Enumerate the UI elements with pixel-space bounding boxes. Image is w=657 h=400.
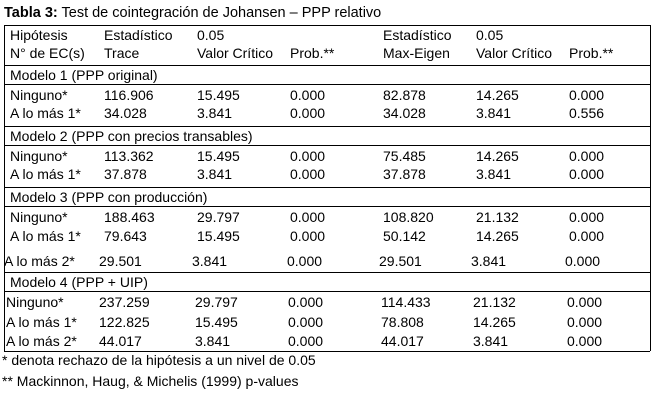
rule-model-1	[4, 84, 650, 85]
cell-trace-stat: 79.643	[104, 228, 147, 244]
cell-maxeigen-prob: 0.000	[567, 314, 603, 330]
cell-maxeigen-critical: 14.265	[476, 148, 519, 164]
cell-hypothesis: A lo más 1*	[10, 105, 81, 121]
cell-trace-stat: 34.028	[104, 105, 147, 121]
cell-maxeigen-stat: 75.485	[383, 148, 426, 164]
cell-trace-prob: 0.000	[288, 314, 324, 330]
header-estadistico-trace: Estadístico	[104, 27, 173, 43]
table-label: Tabla 3:	[4, 5, 58, 21]
header-valor-critico-trace: Valor Crítico	[197, 45, 273, 61]
cell-maxeigen-stat: 82.878	[383, 87, 426, 103]
rule-model-3	[4, 206, 650, 207]
cell-trace-critical: 15.495	[197, 87, 240, 103]
cell-hypothesis: A lo más 1*	[10, 228, 81, 244]
cell-maxeigen-prob: 0.000	[567, 294, 603, 310]
cell-maxeigen-stat: 114.433	[381, 294, 431, 310]
cell-trace-critical: 29.797	[195, 294, 238, 310]
footnote-pvalues: ** Mackinnon, Haug, & Michelis (1999) p-values	[2, 373, 299, 389]
rule-model-3-top	[4, 187, 650, 188]
rule-model-2-top	[4, 126, 650, 127]
cell-maxeigen-critical: 14.265	[473, 314, 516, 330]
cell-trace-stat: 188.463	[104, 209, 155, 225]
header-alpha-maxeigen: 0.05	[476, 27, 504, 43]
cell-trace-prob: 0.000	[290, 148, 326, 164]
header-max-eigen: Max-Eigen	[383, 45, 450, 61]
cell-maxeigen-critical: 3.841	[476, 105, 512, 121]
cell-trace-stat: 37.878	[104, 166, 147, 182]
model-4-title: Modelo 4 (PPP + UIP)	[10, 274, 148, 290]
cell-trace-prob: 0.000	[290, 228, 326, 244]
cell-hypothesis: A lo más 1*	[10, 166, 81, 182]
cell-maxeigen-prob: 0.556	[569, 105, 605, 121]
table-caption: Test de cointegración de Johansen – PPP relativo	[61, 5, 382, 21]
cell-hypothesis: A lo más 2*	[6, 333, 77, 349]
cell-hypothesis: Ninguno*	[10, 148, 68, 164]
cell-trace-stat: 44.017	[99, 333, 142, 349]
cell-trace-stat: 29.501	[99, 253, 142, 269]
cell-maxeigen-prob: 0.000	[569, 228, 605, 244]
header-estadistico-maxeigen: Estadístico	[383, 27, 452, 43]
header-hipotesis: Hipótesis	[10, 27, 68, 43]
cell-trace-critical: 3.841	[192, 253, 228, 269]
cell-trace-prob: 0.000	[288, 333, 324, 349]
cell-maxeigen-stat: 37.878	[383, 166, 426, 182]
cell-maxeigen-stat: 29.501	[379, 253, 422, 269]
cell-maxeigen-stat: 78.808	[381, 314, 424, 330]
cell-maxeigen-prob: 0.000	[569, 87, 605, 103]
cell-maxeigen-critical: 3.841	[473, 333, 509, 349]
cell-trace-critical: 3.841	[195, 333, 231, 349]
cell-trace-stat: 113.362	[104, 148, 154, 164]
cell-maxeigen-critical: 3.841	[476, 166, 512, 182]
header-valor-critico-maxeigen: Valor Crítico	[476, 45, 552, 61]
rule-model-4	[4, 291, 650, 292]
cell-trace-critical: 3.841	[197, 166, 233, 182]
cell-maxeigen-critical: 14.265	[476, 87, 519, 103]
cell-maxeigen-prob: 0.000	[569, 209, 605, 225]
model-1-title: Modelo 1 (PPP original)	[10, 67, 158, 83]
model-3-title: Modelo 3 (PPP con producción)	[10, 189, 208, 205]
footnote-rejection: * denota rechazo de la hipótesis a un nivel de 0.05	[2, 352, 316, 368]
cell-trace-critical: 15.495	[197, 228, 240, 244]
header-trace: Trace	[104, 45, 140, 61]
cell-hypothesis: Ninguno*	[10, 87, 68, 103]
cell-hypothesis: Ninguno*	[10, 209, 68, 225]
cell-maxeigen-prob: 0.000	[569, 166, 605, 182]
cell-trace-critical: 3.841	[197, 105, 233, 121]
header-prob-maxeigen: Prob.**	[569, 45, 614, 61]
cell-trace-critical: 15.495	[197, 148, 240, 164]
cell-trace-prob: 0.000	[290, 105, 326, 121]
header-num-ec: N° de EC(s)	[10, 45, 85, 61]
cell-trace-stat: 122.825	[99, 314, 150, 330]
cell-trace-prob: 0.000	[290, 87, 326, 103]
header-prob-trace: Prob.**	[290, 45, 335, 61]
cell-hypothesis: Ninguno*	[6, 294, 64, 310]
cell-trace-prob: 0.000	[290, 209, 326, 225]
cell-maxeigen-critical: 21.132	[473, 294, 516, 310]
cell-maxeigen-critical: 21.132	[476, 209, 519, 225]
cell-maxeigen-stat: 34.028	[383, 105, 426, 121]
header-alpha-trace: 0.05	[197, 27, 225, 43]
cell-trace-stat: 237.259	[99, 294, 150, 310]
rule-top	[4, 25, 650, 26]
table-title	[4, 5, 381, 21]
cell-trace-prob: 0.000	[287, 253, 323, 269]
cell-hypothesis: A lo más 1*	[6, 314, 77, 330]
rule-model-2	[4, 145, 650, 146]
cell-trace-stat: 116.906	[104, 87, 154, 103]
cell-hypothesis: A lo más 2*	[4, 253, 75, 269]
cell-maxeigen-critical: 3.841	[471, 253, 507, 269]
cell-trace-critical: 15.495	[195, 314, 238, 330]
rule-header-bottom	[4, 65, 650, 66]
model-2-title: Modelo 2 (PPP con precios transables)	[10, 128, 253, 144]
cell-trace-prob: 0.000	[290, 166, 326, 182]
rule-left	[4, 25, 5, 351]
cell-maxeigen-prob: 0.000	[569, 148, 605, 164]
cell-trace-critical: 29.797	[197, 209, 240, 225]
cell-maxeigen-stat: 108.820	[383, 209, 434, 225]
rule-model-4-top	[4, 272, 650, 273]
cell-maxeigen-critical: 14.265	[476, 228, 519, 244]
rule-right	[650, 25, 651, 351]
cell-maxeigen-prob: 0.000	[567, 333, 603, 349]
cell-trace-prob: 0.000	[288, 294, 324, 310]
cell-maxeigen-stat: 50.142	[383, 228, 426, 244]
cell-maxeigen-prob: 0.000	[565, 253, 601, 269]
cell-maxeigen-stat: 44.017	[381, 333, 424, 349]
